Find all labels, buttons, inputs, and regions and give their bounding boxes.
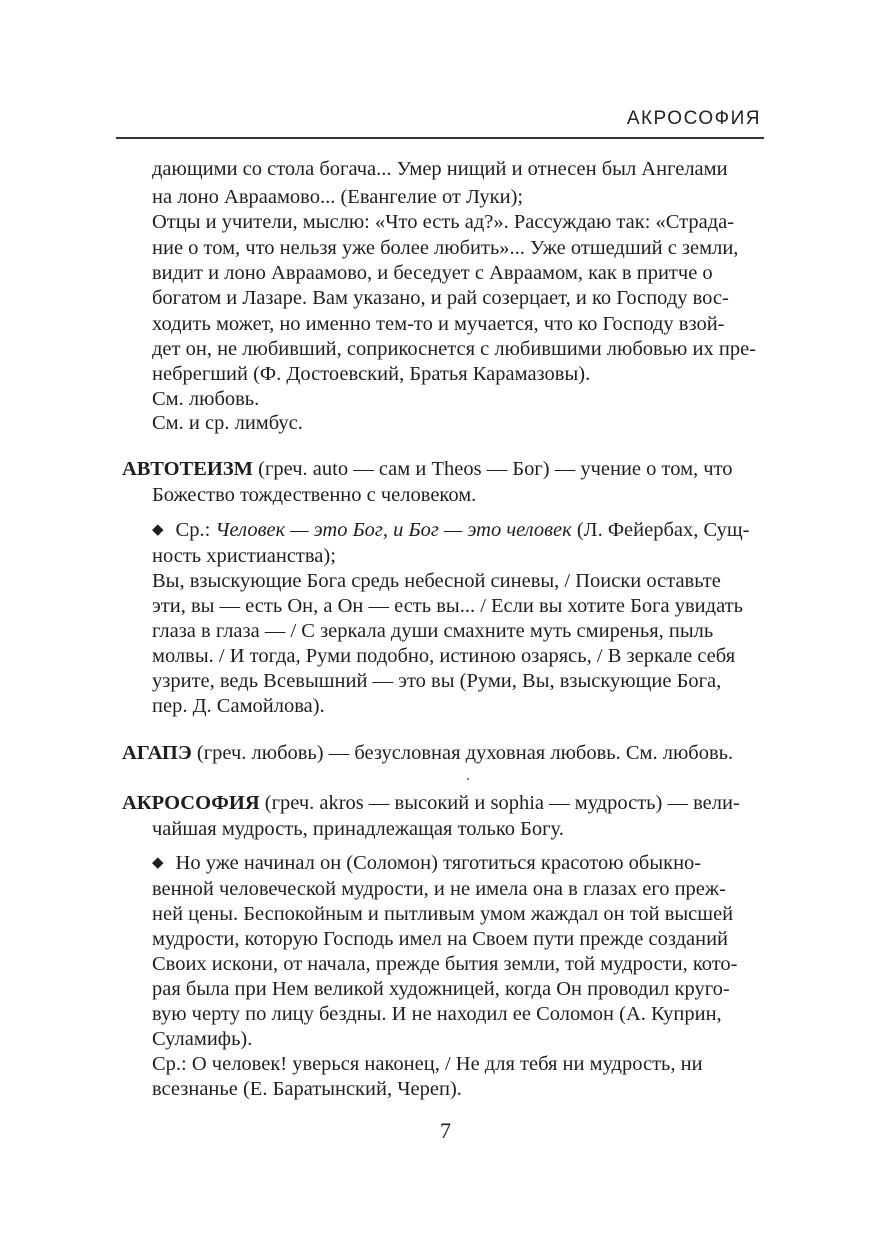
- entry-definition: (греч. любовь) — безусловная духовная любовь. См. любовь.: [191, 742, 734, 764]
- quote-suffix: (Л. Фейербах, Сущ-: [571, 519, 750, 541]
- entry-acrosophia-heading: [122, 791, 740, 815]
- quote-line: всезнанье (Е. Баратынский, Череп).: [152, 1078, 462, 1100]
- entry-autotheism-heading: [122, 457, 733, 481]
- diamond-bullet-icon: ◆: [152, 855, 164, 871]
- quote-line: пер. Д. Самойлова).: [152, 695, 325, 717]
- entry-definition-line: чайшая мудрость, принадлежащая только Богу.: [152, 818, 564, 840]
- entry-term: АГАПЭ: [122, 742, 192, 764]
- entry-agape: [122, 741, 733, 765]
- print-speck: [467, 778, 469, 780]
- quote-line: Своих искони, от начала, прежде бытия земли, той мудрости, кото-: [152, 953, 738, 975]
- quote-line: Вы, взыскующие Бога средь небесной синевы, / Поиски оставьте: [152, 570, 721, 592]
- continued-line: дающими со стола богача... Умер нищий и отнесен был Ангелами: [152, 158, 728, 180]
- continued-line: на лоно Авраамово... (Евангелие от Луки);: [152, 186, 524, 208]
- quote-first-line: [152, 851, 701, 875]
- continued-line: богатом и Лазаре. Вам указано, и рай созерцает, и ко Господу вос-: [152, 287, 729, 309]
- quote-prefix: Ср.:: [175, 519, 216, 541]
- header-divider: [116, 137, 764, 139]
- quote-italic: Человек — это Бог, и Бог — это человек: [215, 519, 572, 541]
- running-header: АКРОСОФИЯ: [626, 108, 761, 129]
- quote-line: мудрости, которую Господь имел на Своем пути прежде созданий: [152, 928, 729, 950]
- quote-line: ней цены. Беспокойным и пытливым умом жаждал он той высшей: [152, 903, 734, 925]
- quote-line: молвы. / И тогда, Руми подобно, истиною озарясь, / В зеркале себя: [152, 645, 736, 667]
- quote-line: ность христианства);: [152, 545, 336, 567]
- diamond-bullet-icon: ◆: [152, 522, 164, 538]
- quote-line: венной человеческой мудрости, и не имела она в глазах его преж-: [152, 878, 726, 900]
- entry-definition: (греч. akros — высокий и sophia — мудрость) — вели-: [259, 792, 740, 814]
- entry-term: АВТОТЕИЗМ: [122, 458, 254, 480]
- quote-first-line: [152, 518, 750, 542]
- continued-line: См. любовь.: [152, 388, 260, 410]
- continued-line: ходить может, но именно тем-то и мучается, что ко Господу взой-: [152, 313, 725, 335]
- page-number: 7: [440, 1118, 451, 1143]
- continued-line: дет он, не любивший, соприкоснется с любившими любовью их пре-: [152, 338, 756, 360]
- quote-line: вую черту по лицу бездны. И не находил ее Соломон (А. Куприн,: [152, 1003, 722, 1025]
- continued-line: видит и лоно Авраамово, и беседует с Авраамом, как в притче о: [152, 262, 713, 284]
- entry-definition: (греч. auto — сам и Theos — Бог) — учение о том, что: [253, 458, 733, 480]
- quote-line: Ср.: О человек! уверься наконец, / Не для тебя ни мудрость, ни: [152, 1053, 703, 1075]
- continued-line: ние о том, что нельзя уже более любить»... Уже отшедший с земли,: [152, 237, 739, 259]
- entry-term: АКРОСОФИЯ: [122, 792, 260, 814]
- quote-line: эти, вы — есть Он, а Он — есть вы... / Если вы хотите Бога увидать: [152, 595, 743, 617]
- continued-line: Отцы и учители, мыслю: «Что есть ад?». Рассуждаю так: «Страда-: [152, 211, 735, 233]
- entry-definition-line: Божество тождественно с человеком.: [152, 484, 477, 506]
- quote-line: Суламифь).: [152, 1028, 253, 1050]
- continued-line: небрегший (Ф. Достоевский, Братья Карамазовы).: [152, 363, 591, 385]
- continued-line: См. и ср. лимбус.: [152, 412, 303, 434]
- quote-line: глаза в глаза — / С зеркала души смахните муть смиренья, пыль: [152, 620, 714, 642]
- quote-line: рая была при Нем великой художницей, когда Он проводил круго-: [152, 978, 730, 1000]
- quote-text: Но уже начинал он (Соломон) тяготиться красотою обыкно-: [175, 852, 702, 874]
- quote-line: узрите, ведь Всевышний — это вы (Руми, Вы, взыскующие Бога,: [152, 670, 722, 692]
